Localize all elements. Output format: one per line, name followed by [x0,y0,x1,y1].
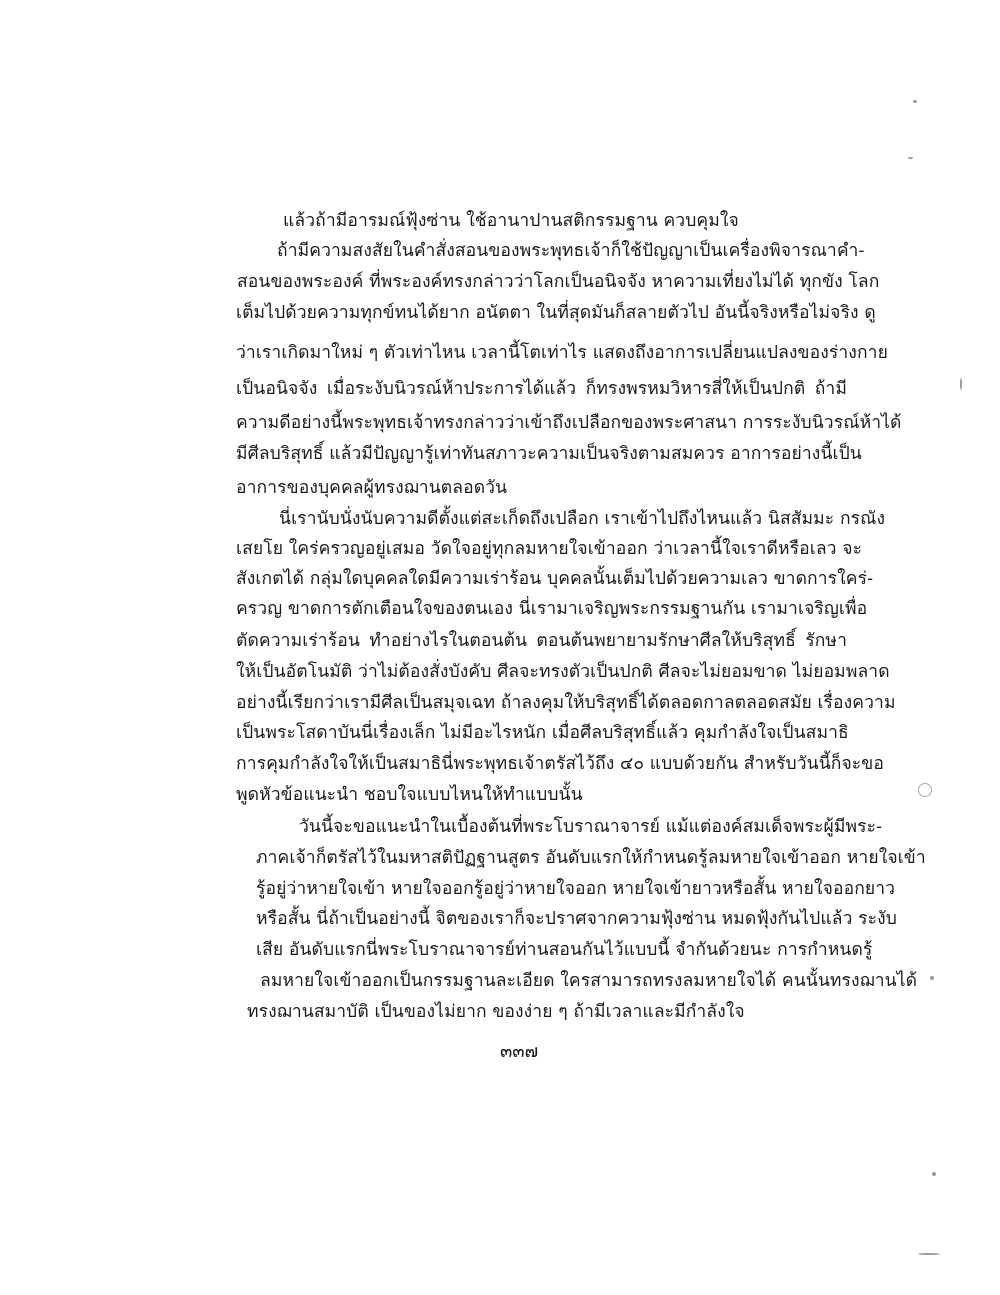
text-line: อย่างนี้เรียกว่าเรามีศีลเป็นสมุจเฉท ถ้าลงคุมให้บริสุทธิ์ได้ตลอดกาลตลอดสมัย เรื่องความ [236,693,896,713]
text-line: เต็มไปด้วยความทุกข์ทนได้ยาก อนัตตา ในที่สุดมันก็สลายตัวไป อันนี้จริงหรือไม่จริง ดู [236,303,876,323]
text-line: สอนของพระองค์ ที่พระองค์ทรงกล่าวว่าโลกเป็นอนิจจัง หาความเที่ยงไม่ได้ ทุกขัง โลก [237,272,880,292]
text-line: พูดหัวข้อแนะนำ ชอบใจแบบไหนให้ทำแบบนั้น [236,785,583,805]
text-line: เสยโย ใคร่ครวญอยู่เสมอ วัดใจอยู่ทุกลมหายใจเข้าออก ว่าเวลานี้ใจเราดีหรือเลว จะ [236,539,863,559]
text-line: ทรงฌานสมาบัติ เป็นของไม่ยาก ของง่าย ๆ ถ้ามีเวลาและมีกำลังใจ [247,1002,745,1022]
scan-speck [960,378,962,390]
text-line: ครวญ ขาดการตักเตือนใจของตนเอง นี่เรามาเจริญพระกรรมฐานกัน เรามาเจริญเพื่อ [236,599,868,619]
text-line: หรือสั้น นี่ถ้าเป็นอย่างนี้ จิตของเราก็จะปราศจากความฟุ้งซ่าน หมดฟุ้งกันไปแล้ว ระงับ [256,909,898,929]
scan-speck [918,1253,940,1255]
text-line: ความดีอย่างนี้พระพุทธเจ้าทรงกล่าวว่าเข้าถึงเปลือกของพระศาสนา การระงับนิวรณ์ห้าได้ [236,413,902,433]
text-line: เสีย อันดับแรกนี่พระโบราณาจารย์ท่านสอนกันไว้แบบนี้ จำกันด้วยนะ การกำหนดรู้ [256,940,873,960]
text-line: การคุมกำลังใจให้เป็นสมาธินี่พระพุทธเจ้าตรัสไว้ถึง ๔๐ แบบด้วยกัน สำหรับวันนี้ก็จะขอ [236,754,884,774]
text-line: เป็นอนิจจัง เมื่อระงับนิวรณ์ห้าประการได้แล้ว ก็ทรงพรหมวิหารสี่ให้เป็นปกติ ถ้ามี [236,379,847,399]
text-line: อาการของบุคคลผู้ทรงฌานตลอดวัน [236,478,508,498]
scan-speck [918,783,932,797]
text-line: ให้เป็นอัตโนมัติ ว่าไม่ต้องสั่งบังคับ ศีลจะทรงตัวเป็นปกติ ศีลจะไม่ยอมขาด ไม่ยอมพลาด [236,662,890,682]
scan-speck [908,157,913,159]
text-line: ตัดความเร่าร้อน ทำอย่างไรในตอนต้น ตอนต้นพยายามรักษาศีลให้บริสุทธิ์ รักษา [236,631,847,651]
text-line: แล้วถ้ามีอารมณ์ฟุ้งซ่าน ใช้อานาปานสติกรรมฐาน ควบคุมใจ [283,211,739,231]
page-number: ๓๓๗ [500,1041,539,1062]
text-line: ถ้ามีความสงสัยในคำสั่งสอนของพระพุทธเจ้าก็ใช้ปัญญาเป็นเครื่องพิจารณาคำ- [277,241,865,261]
scan-speck [930,976,934,980]
scan-speck [913,100,917,103]
text-line: สังเกตได้ กลุ่มใดบุคคลใดมีความเร่าร้อน บุคคลนั้นเต็มไปด้วยความเลว ขาดการใคร่- [236,569,874,589]
text-line: รู้อยู่ว่าหายใจเข้า หายใจออกรู้อยู่ว่าหายใจออก หายใจเข้ายาวหรือสั้น หายใจออกยาว [256,879,896,899]
text-line: ลมหายใจเข้าออกเป็นกรรมฐานละเอียด ใครสามารถทรงลมหายใจได้ คนนั้นทรงฌานได้ [260,971,918,991]
text-line: เป็นพระโสดาบันนี่เรื่องเล็ก ไม่มีอะไรหนัก เมื่อศีลบริสุทธิ์แล้ว คุมกำลังใจเป็นสมาธิ [236,723,849,743]
text-line: ว่าเราเกิดมาใหม่ ๆ ตัวเท่าไหน เวลานี้โตเท่าไร แสดงถึงอาการเปลี่ยนแปลงของร่างกาย [236,343,888,363]
scan-speck [932,1172,936,1176]
text-line: ภาคเจ้าก็ตรัสไว้ในมหาสติปัฏฐานสูตร อันดับแรกให้กำหนดรู้ลมหายใจเข้าออก หายใจเข้า [256,848,926,868]
text-line: วันนี้จะขอแนะนำในเบื้องต้นที่พระโบราณาจารย์ แม้แต่องค์สมเด็จพระผู้มีพระ- [299,817,883,837]
text-line: มีศีลบริสุทธิ์ แล้วมีปัญญารู้เท่าทันสภาวะความเป็นจริงตามสมควร อาการอย่างนี้เป็น [236,444,862,464]
text-line: นี่เรานับนั่งนับความดีตั้งแต่สะเก็ดถึงเปลือก เราเข้าไปถึงไหนแล้ว นิสสัมมะ กรณัง [279,509,886,529]
